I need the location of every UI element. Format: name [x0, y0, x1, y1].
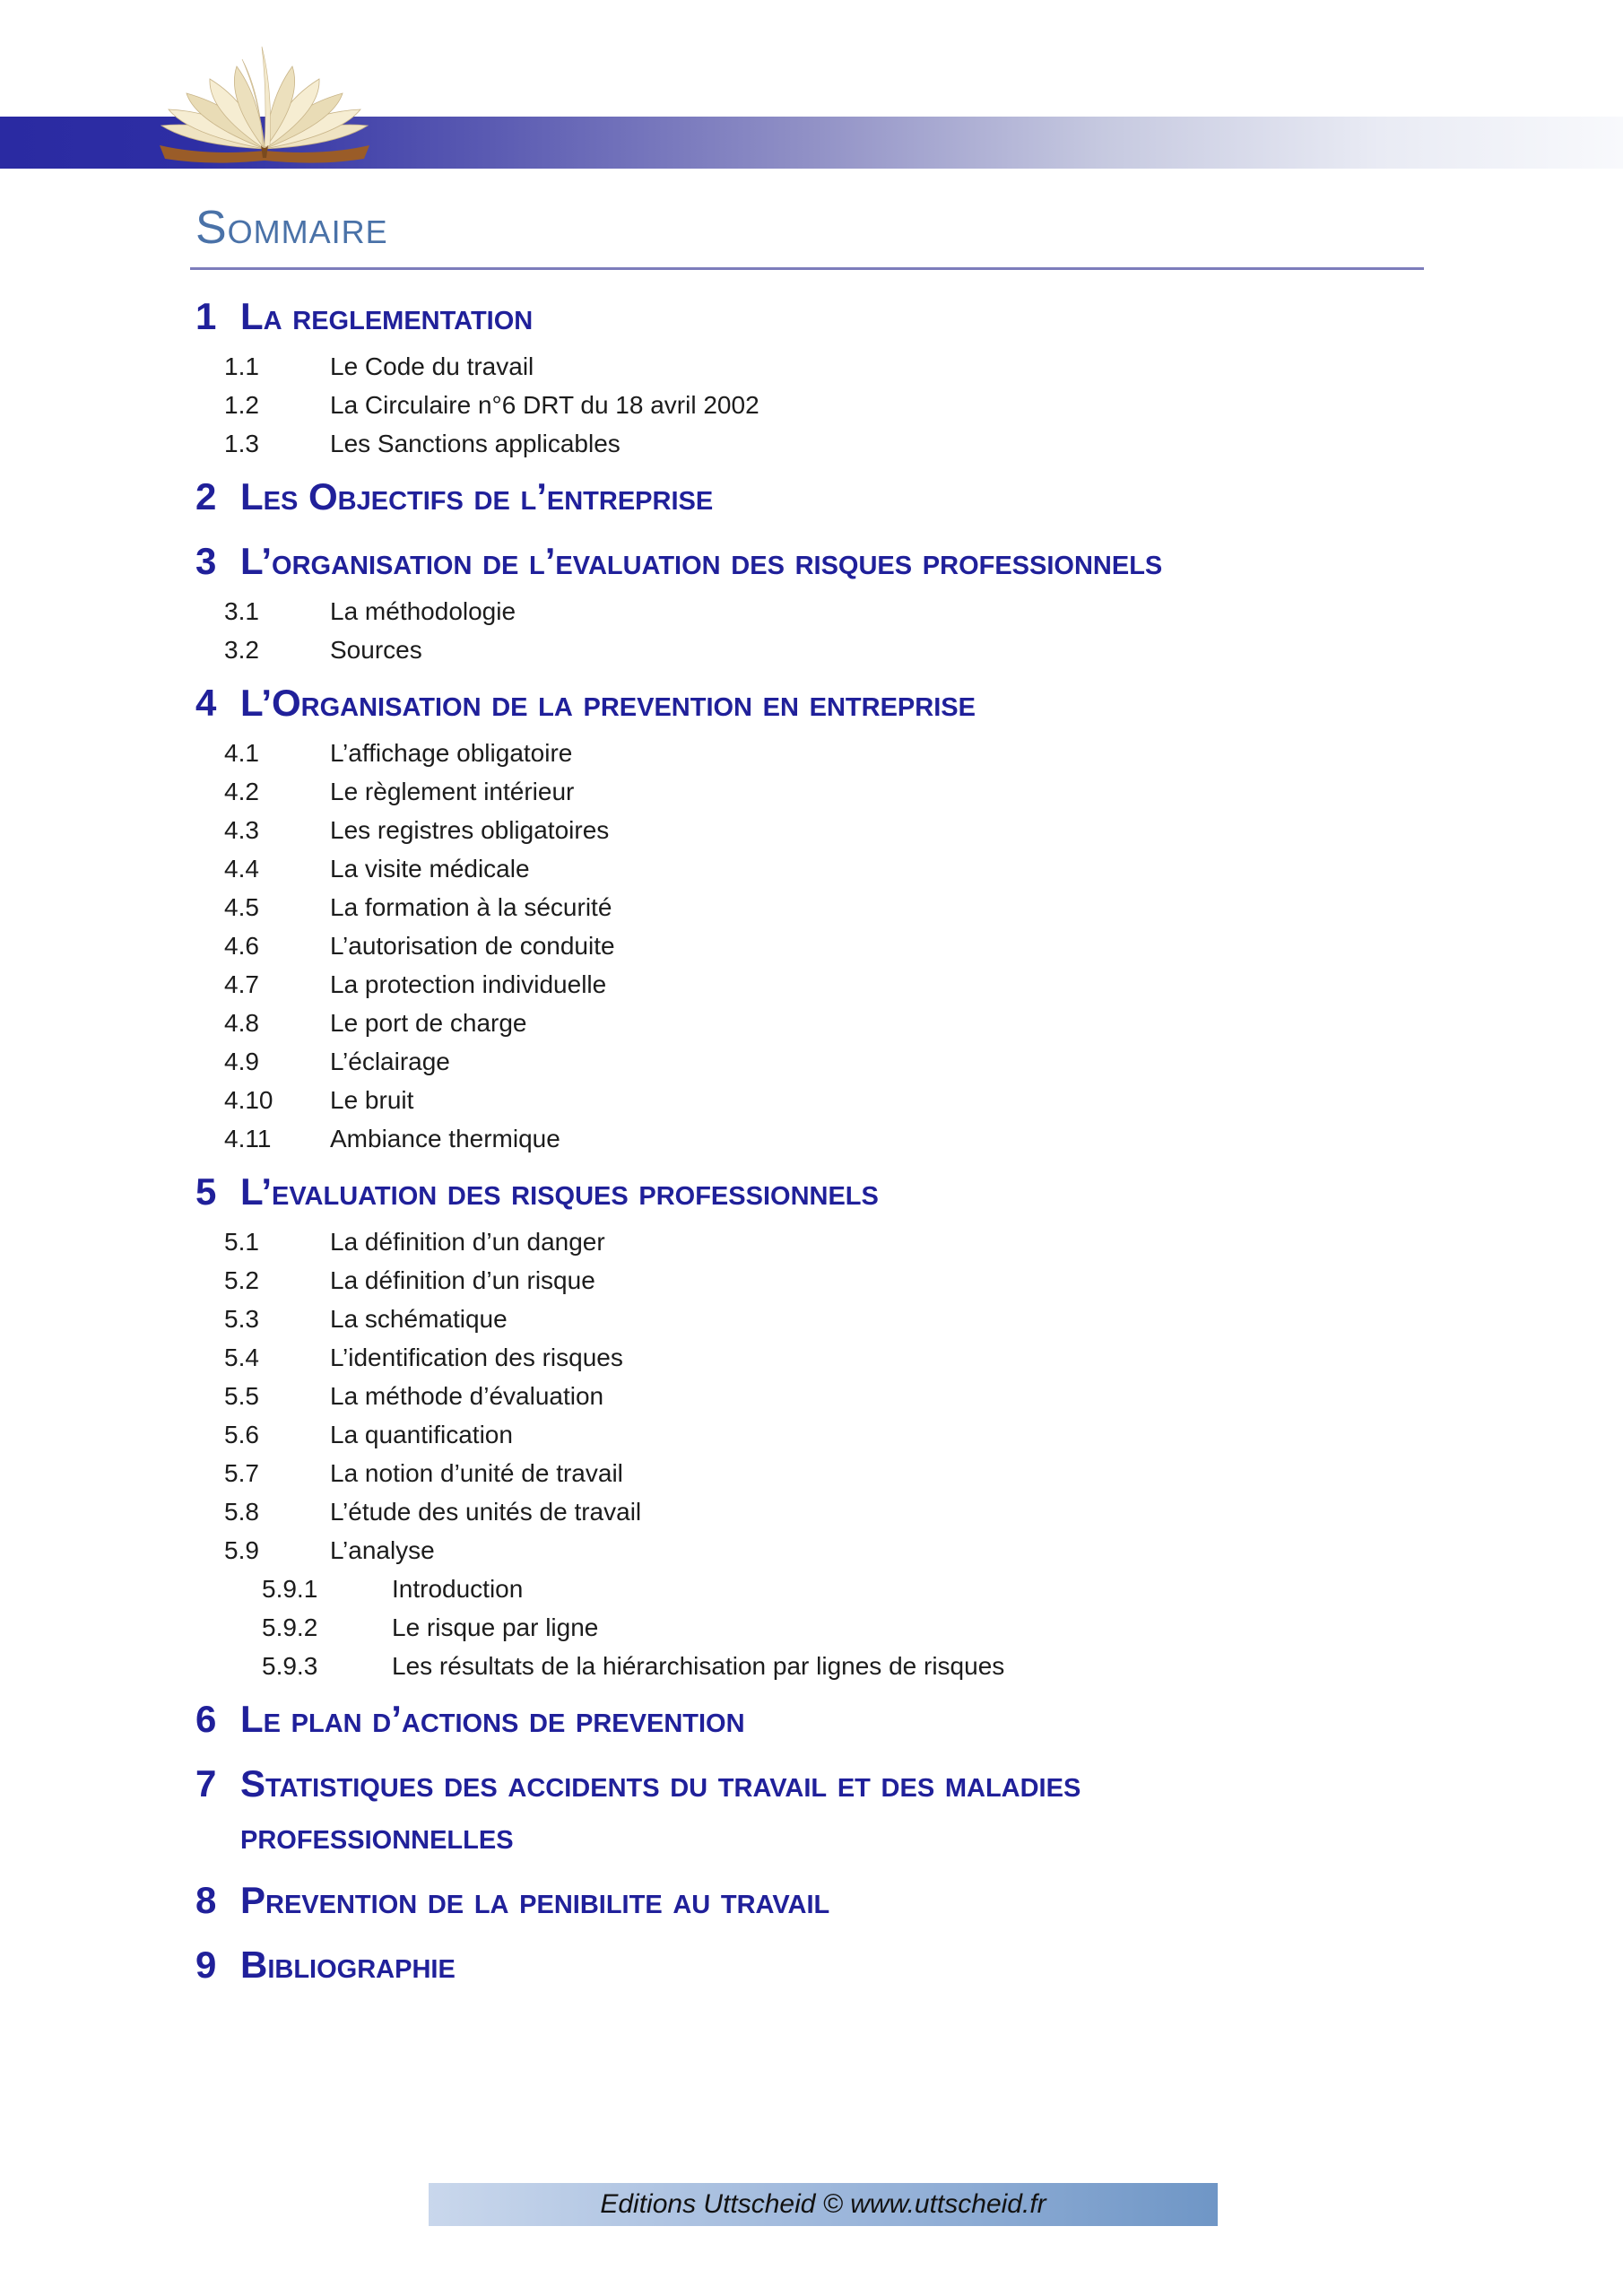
toc-item	[224, 424, 1442, 463]
toc-entry-label: Le règlement intérieur	[330, 778, 575, 805]
toc-entry-number: 4.1	[224, 739, 259, 767]
toc-entry-label: Les résultats de la hiérarchisation par lignes de risques	[392, 1652, 1005, 1680]
toc-entry-number: 5.9.1	[262, 1575, 318, 1603]
toc-item	[224, 1222, 1442, 1261]
toc-entry-number: 4.3	[224, 816, 259, 844]
toc-entry-label: La schématique	[330, 1305, 508, 1333]
toc-entry-label: Les Objectifs de l’entreprise	[240, 475, 714, 517]
toc-entry-number: 5.9.3	[262, 1652, 318, 1680]
toc-entry-label: La méthodologie	[330, 597, 516, 625]
toc-item	[224, 631, 1442, 669]
footer-text: Editions Uttscheid © www.uttscheid.fr	[600, 2189, 1046, 2219]
footer-bar	[429, 2183, 1218, 2226]
toc-item	[224, 1531, 1442, 1570]
toc-item	[224, 1042, 1442, 1081]
toc-entry-label: L’Organisation de la prevention en entreprise	[240, 682, 976, 724]
toc-entry-label: L’autorisation de conduite	[330, 932, 615, 960]
toc-entry-label: Le Code du travail	[330, 352, 534, 380]
toc-entry-number: 4.11	[224, 1125, 272, 1152]
toc-heading	[195, 1762, 1442, 1857]
toc-item	[262, 1647, 1442, 1685]
toc-entry-number: 4	[195, 682, 217, 724]
toc-entry-label: La méthode d’évaluation	[330, 1382, 604, 1410]
toc-entry-label: La quantification	[330, 1421, 513, 1448]
toc-entry-label: Sources	[330, 636, 422, 664]
toc-item	[224, 386, 1442, 424]
toc-entry-label: Le risque par ligne	[392, 1613, 599, 1641]
toc-entry-number: 3.2	[224, 636, 259, 664]
toc-entry-label: La Circulaire n°6 DRT du 18 avril 2002	[330, 391, 759, 419]
toc-item	[224, 1261, 1442, 1300]
toc-entry-label: L’organisation de l’evaluation des risques professionnels	[240, 540, 1163, 582]
toc-entry-number: 4.9	[224, 1048, 259, 1075]
toc-entry-label: La protection individuelle	[330, 970, 607, 998]
toc-entry-number: 1.1	[224, 352, 259, 380]
toc-item	[224, 592, 1442, 631]
toc-entry-number: 4.2	[224, 778, 259, 805]
toc-item	[224, 1081, 1442, 1119]
toc-item	[224, 1004, 1442, 1042]
toc-entry-label: Le bruit	[330, 1086, 414, 1114]
toc-item	[224, 347, 1442, 386]
toc-item	[224, 1454, 1442, 1492]
toc-entry-number: 4.6	[224, 932, 259, 960]
toc-item	[224, 1492, 1442, 1531]
toc-item	[262, 1570, 1442, 1608]
toc-entry-label: Les registres obligatoires	[330, 816, 610, 844]
toc-entry-number: 5.5	[224, 1382, 259, 1410]
toc-entry-label: L’evaluation des risques professionnels	[240, 1170, 879, 1213]
toc-entry-number: 4.4	[224, 855, 259, 883]
toc-item	[224, 1300, 1442, 1338]
toc-item	[224, 849, 1442, 888]
toc-entry-number: 2	[195, 475, 217, 517]
toc-entry-label: La visite médicale	[330, 855, 530, 883]
page-title: Sommaire	[195, 202, 388, 254]
toc-list	[195, 270, 1442, 1996]
toc-entry-label: Le plan d’actions de prevention	[240, 1698, 745, 1740]
toc-entry-label: Statistiques des accidents du travail et des maladies	[240, 1762, 1081, 1805]
toc-item	[224, 1119, 1442, 1158]
toc-entry-label: L’étude des unités de travail	[330, 1498, 642, 1526]
toc-entry-number: 5.9.2	[262, 1613, 318, 1641]
toc-heading	[195, 682, 1442, 725]
toc-entry-number: 7	[195, 1762, 217, 1805]
open-book-icon	[143, 39, 386, 167]
toc-entry-number: 1.3	[224, 430, 259, 457]
toc-entry-number: 1	[195, 295, 217, 337]
toc-entry-label: L’affichage obligatoire	[330, 739, 573, 767]
toc-item	[224, 734, 1442, 772]
toc-heading	[195, 540, 1442, 583]
toc-entry-label: Les Sanctions applicables	[330, 430, 621, 457]
toc-entry-number: 5.7	[224, 1459, 259, 1487]
toc-entry-label: La reglementation	[240, 295, 534, 337]
toc-entry-label: L’éclairage	[330, 1048, 450, 1075]
toc-item	[262, 1608, 1442, 1647]
toc-entry-number: 5.6	[224, 1421, 259, 1448]
toc-heading	[195, 1698, 1442, 1741]
toc-entry-number: 9	[195, 1944, 217, 1986]
toc-item	[224, 772, 1442, 811]
toc-heading	[195, 1170, 1442, 1213]
toc-item	[224, 811, 1442, 849]
content-area	[195, 203, 1442, 1996]
toc-entry-number: 3	[195, 540, 217, 582]
toc-entry-label: L’identification des risques	[330, 1344, 623, 1371]
toc-item	[224, 1338, 1442, 1377]
toc-item	[224, 1377, 1442, 1415]
toc-entry-number: 4.10	[224, 1086, 273, 1114]
toc-item	[224, 1415, 1442, 1454]
toc-heading	[195, 475, 1442, 518]
toc-entry-number: 5.4	[224, 1344, 259, 1371]
toc-entry-label: Bibliographie	[240, 1944, 456, 1986]
toc-entry-number: 6	[195, 1698, 217, 1740]
toc-entry-number: 8	[195, 1879, 217, 1921]
toc-entry-number: 5.8	[224, 1498, 259, 1526]
toc-item	[224, 965, 1442, 1004]
toc-entry-label: Le port de charge	[330, 1009, 527, 1037]
toc-entry-number: 5.1	[224, 1228, 259, 1256]
toc-entry-number: 5.9	[224, 1536, 259, 1564]
toc-entry-number: 1.2	[224, 391, 259, 419]
toc-entry-label: La formation à la sécurité	[330, 893, 612, 921]
toc-entry-label: La définition d’un danger	[330, 1228, 605, 1256]
toc-entry-number: 5.2	[224, 1266, 259, 1294]
toc-entry-number: 4.7	[224, 970, 259, 998]
toc-entry-label: L’analyse	[330, 1536, 435, 1564]
toc-heading	[195, 1879, 1442, 1922]
toc-entry-number: 5.3	[224, 1305, 259, 1333]
toc-entry-number: 5	[195, 1170, 217, 1213]
toc-entry-label-line2: professionnelles	[240, 1814, 514, 1857]
toc-heading	[195, 295, 1442, 338]
toc-item	[224, 888, 1442, 926]
toc-entry-label: Ambiance thermique	[330, 1125, 560, 1152]
toc-entry-label: La définition d’un risque	[330, 1266, 595, 1294]
toc-entry-number: 4.5	[224, 893, 259, 921]
toc-entry-label: La notion d’unité de travail	[330, 1459, 623, 1487]
toc-item	[224, 926, 1442, 965]
toc-entry-number: 4.8	[224, 1009, 259, 1037]
toc-entry-label: Introduction	[392, 1575, 524, 1603]
toc-entry-number: 3.1	[224, 597, 259, 625]
toc-entry-label: Prevention de la penibilite au travail	[240, 1879, 830, 1921]
toc-heading	[195, 1944, 1442, 1987]
